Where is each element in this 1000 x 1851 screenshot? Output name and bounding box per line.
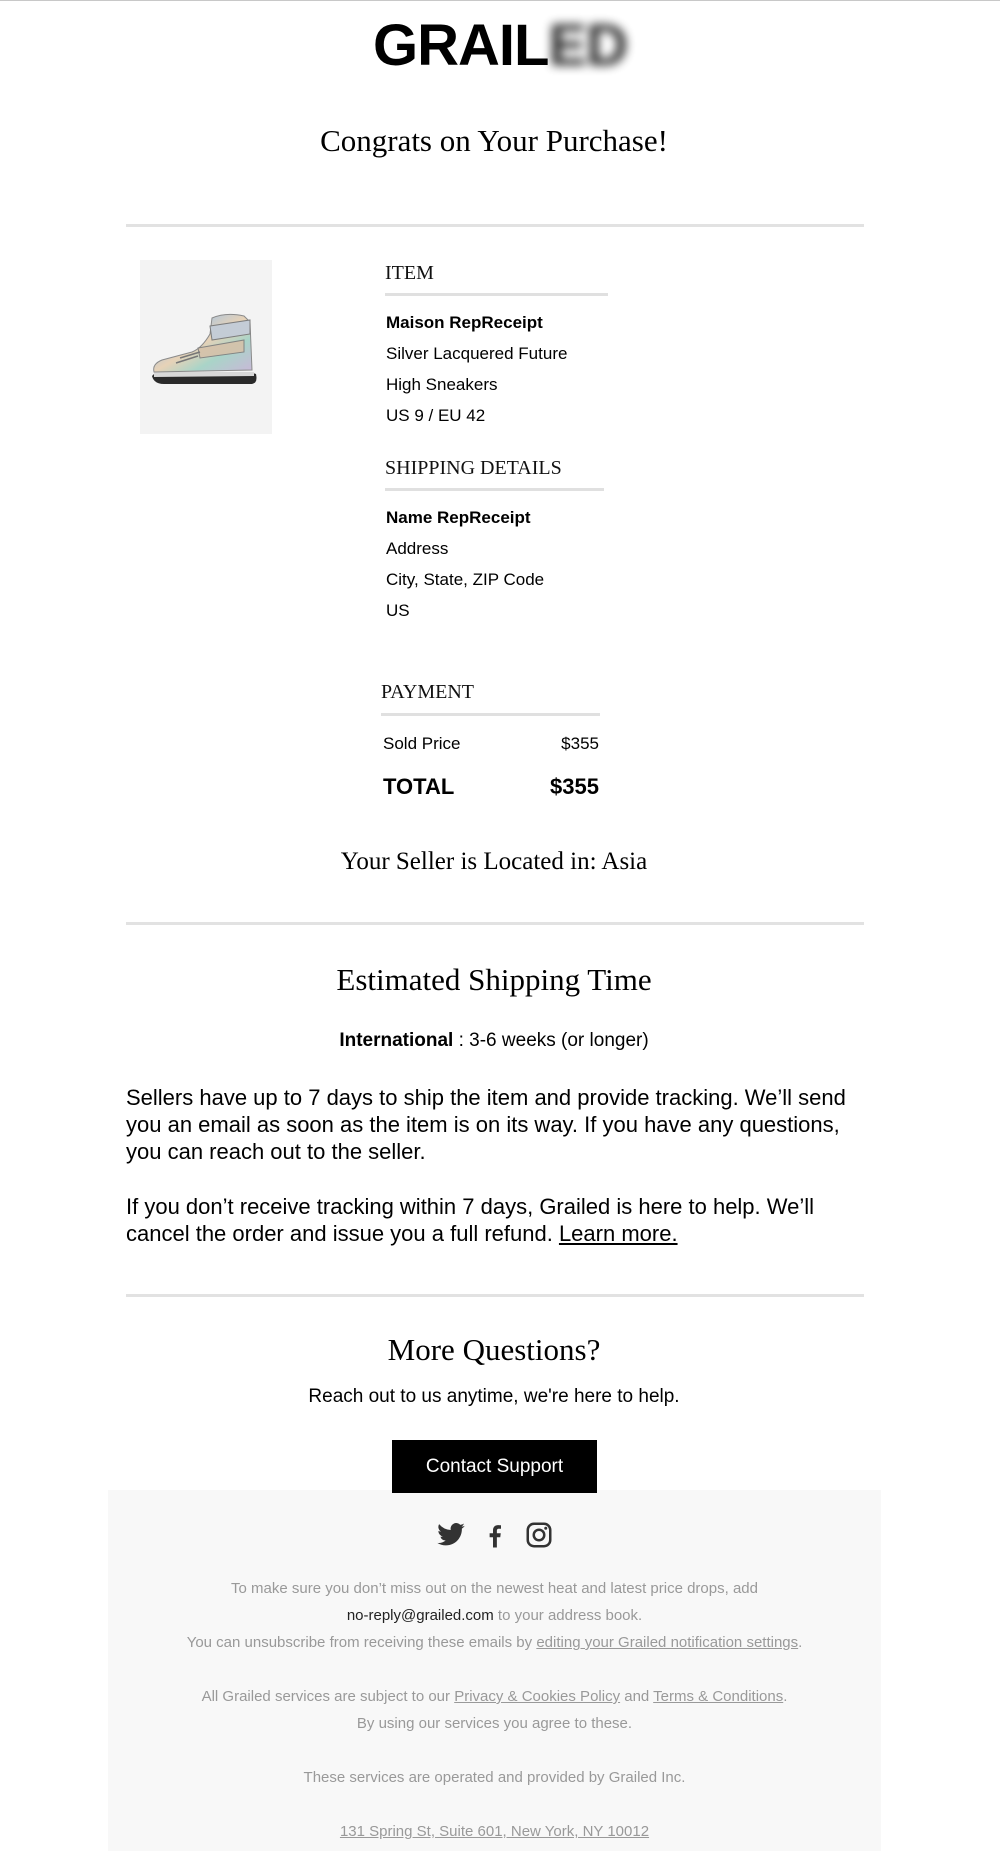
facebook-icon[interactable] xyxy=(480,1520,510,1550)
shipping-time-title: Estimated Shipping Time xyxy=(336,962,652,997)
shipping-method-label: International xyxy=(339,1030,454,1051)
seller-location: Your Seller is Located in: Asia xyxy=(340,848,648,875)
divider xyxy=(126,1294,864,1297)
twitter-icon[interactable] xyxy=(436,1520,466,1550)
footer-line3-head: You can unsubscribe from receiving these emails by xyxy=(186,1634,537,1651)
total-value: $355 xyxy=(550,774,599,799)
shipping-method xyxy=(0,1030,988,1052)
footer-line4-and: and xyxy=(620,1688,654,1705)
shipping-method-value: : 3-6 weeks (or longer) xyxy=(453,1030,649,1051)
sold-price-label: Sold Price xyxy=(383,734,461,753)
sold-price-value: $355 xyxy=(561,734,599,753)
total-label: TOTAL xyxy=(383,774,455,799)
shipping-section-divider xyxy=(385,488,604,491)
shipping-name: Name RepReceipt xyxy=(386,508,531,527)
shipping-country: US xyxy=(386,601,410,620)
divider xyxy=(126,224,864,227)
privacy-policy-link[interactable]: Privacy & Cookies Policy xyxy=(454,1688,621,1705)
footer-line5: By using our services you agree to these. xyxy=(356,1715,633,1732)
refund-info-paragraph xyxy=(126,1193,866,1247)
item-section-divider xyxy=(385,293,608,296)
questions-subtitle: Reach out to us anytime, we're here to help. xyxy=(308,1386,680,1407)
logo-text-blurred: ED xyxy=(548,13,627,78)
item-description-line1: Silver Lacquered Future xyxy=(386,344,568,363)
footer-address xyxy=(108,1823,881,1840)
logo-text: GRAIL xyxy=(372,13,549,78)
product-image xyxy=(140,260,272,434)
footer xyxy=(108,1490,881,1851)
refund-info-text: If you don’t receive tracking within 7 days, Grailed is here to help. We’ll cancel the order and issue you a full refund. xyxy=(126,1194,815,1246)
footer-line4-head: All Grailed services are subject to our xyxy=(201,1688,455,1705)
shipping-address: Address xyxy=(386,539,449,558)
questions-title: More Questions? xyxy=(387,1332,601,1367)
footer-line4-tail: . xyxy=(783,1688,788,1705)
contact-support-button[interactable]: Contact Support xyxy=(392,1440,597,1493)
footer-line4 xyxy=(108,1688,881,1705)
grailed-logo[interactable] xyxy=(0,12,1000,82)
shipping-info-paragraph: Sellers have up to 7 days to ship the item and provide tracking. We’ll send you an email as soon as the item is on its way. If you have any questions, you can reach out to the seller. xyxy=(126,1085,846,1164)
shipping-section-title: SHIPPING DETAILS xyxy=(385,457,562,479)
instagram-icon[interactable] xyxy=(524,1520,554,1550)
footer-line2 xyxy=(108,1607,881,1624)
notification-settings-link[interactable]: editing your Grailed notification settings xyxy=(536,1634,799,1651)
top-border xyxy=(0,0,1000,1)
divider xyxy=(126,922,864,925)
page-title: Congrats on Your Purchase! xyxy=(320,123,668,158)
payment-section-title: PAYMENT xyxy=(381,681,474,703)
social-links xyxy=(108,1520,881,1550)
item-description-line2: High Sneakers xyxy=(386,375,498,394)
footer-line2-tail: to your address book. xyxy=(493,1607,643,1624)
footer-line3 xyxy=(108,1634,881,1651)
footer-line1: To make sure you don’t miss out on the newest heat and latest price drops, add xyxy=(231,1580,758,1597)
sneaker-illustration xyxy=(140,260,272,434)
payment-section-divider xyxy=(381,713,600,716)
learn-more-link[interactable]: Learn more. xyxy=(558,1221,678,1246)
footer-line6: These services are operated and provided by Grailed Inc. xyxy=(303,1769,686,1786)
item-section-title: ITEM xyxy=(385,262,434,284)
terms-link[interactable]: Terms & Conditions xyxy=(653,1688,784,1705)
item-size: US 9 / EU 42 xyxy=(386,406,486,425)
shipping-city-state-zip: City, State, ZIP Code xyxy=(386,570,545,589)
address-link[interactable]: 131 Spring St, Suite 601, New York, NY 10012 xyxy=(339,1823,650,1840)
footer-email[interactable]: no-reply@grailed.com xyxy=(346,1607,494,1624)
footer-line3-tail: . xyxy=(798,1634,803,1651)
item-name: Maison RepReceipt xyxy=(386,313,543,332)
